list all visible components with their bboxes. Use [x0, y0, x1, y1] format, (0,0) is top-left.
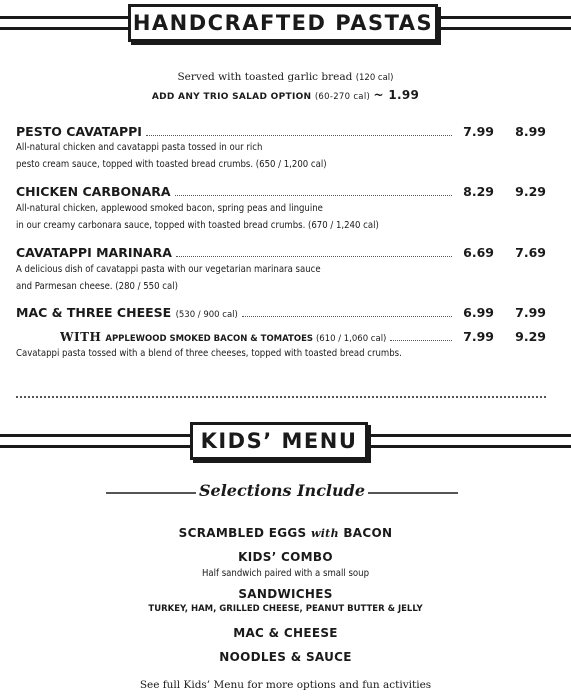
ornament-line [368, 492, 458, 494]
dot-leader [390, 340, 452, 341]
description-line: All-natural chicken, applewood smoked bacon, spring peas and linguine [16, 203, 323, 214]
price-small: 6.69 [463, 245, 494, 260]
item-description [16, 139, 536, 173]
kids-item-noodles: NOODLES & SAUCE [219, 650, 352, 664]
description-line: and Parmesan cheese. (280 / 550 cal) [16, 281, 178, 292]
kids-menu-footer-note: See full Kids’ Menu for more options and fun activities [139, 679, 432, 691]
menu-item-with-bacon-option [16, 328, 546, 344]
dot-leader [175, 195, 452, 196]
description-line: Cavatappi pasta tossed with a blend of three cheeses, topped with toasted bread crumbs. [16, 348, 402, 359]
price-small: 8.29 [463, 184, 494, 199]
ornament-line [106, 492, 196, 494]
served-text: Served with toasted garlic bread [177, 71, 353, 83]
item-calories: (530 / 900 cal) [175, 310, 238, 320]
kids-heading: KIDS’ MENU [200, 429, 358, 453]
item-description [16, 200, 536, 234]
trio-text: ADD ANY TRIO SALAD OPTION [151, 92, 312, 102]
dot-leader [176, 256, 452, 257]
trio-salad-option [0, 88, 571, 102]
description-line: in our creamy carbonara sauce, topped with toasted bread crumbs. (670 / 1,240 cal) [16, 220, 379, 231]
kids-item-label: SCRAMBLED EGGS [178, 526, 307, 540]
trio-price: ~ 1.99 [373, 88, 420, 102]
price-small: 6.99 [463, 305, 494, 320]
kids-section-banner [0, 422, 571, 462]
served-with-note [0, 71, 571, 83]
menu-item-pesto-cavatappi [16, 123, 546, 139]
pasta-heading: HANDCRAFTED PASTAS [132, 11, 434, 35]
item-name: MAC & THREE CHEESE (530 / 900 cal) [16, 305, 238, 320]
dot-leader [242, 316, 452, 317]
price-small: 7.99 [463, 124, 494, 139]
pasta-section-banner [0, 4, 571, 44]
price-large: 7.99 [515, 305, 546, 320]
pasta-heading-box [128, 4, 438, 42]
description-line: pesto cream sauce, topped with toasted bread crumbs. (650 / 1,200 cal) [16, 159, 327, 170]
kids-item-label: BACON [343, 526, 393, 540]
menu-item-chicken-carbonara [16, 183, 546, 199]
description-line: A delicious dish of cavatappi pasta with our vegetarian marinara sauce [16, 264, 321, 275]
selections-title: Selections Include [198, 481, 366, 500]
item-description [16, 345, 536, 362]
kids-item-scrambled-eggs [0, 526, 571, 540]
option-calories: (610 / 1,060 cal) [315, 334, 387, 344]
dot-leader [146, 135, 452, 136]
description-line: All-natural chicken and cavatappi pasta tossed in our rich [16, 142, 263, 153]
kids-item-sandwiches: SANDWICHES [238, 587, 333, 601]
kids-combo-description: Half sandwich paired with a small soup [201, 568, 370, 579]
menu-item-cavatappi-marinara [16, 244, 546, 260]
kids-sandwiches-description: TURKEY, HAM, GRILLED CHEESE, PEANUT BUTTER & JELLY [148, 604, 423, 614]
item-name: CAVATAPPI MARINARA [16, 245, 172, 260]
with-word: WITH [60, 330, 102, 344]
kids-item-mac-cheese: MAC & CHEESE [233, 626, 338, 640]
with-option-text: APPLEWOOD SMOKED BACON & TOMATOES (610 / 1,060 cal) [105, 334, 387, 344]
menu-item-mac-three-cheese [16, 304, 546, 320]
trio-calories: (60-270 cal) [314, 92, 371, 102]
section-divider [16, 396, 546, 398]
price-large: 9.29 [515, 184, 546, 199]
kids-item-combo: KIDS’ COMBO [238, 550, 333, 564]
selections-include-header [0, 483, 571, 503]
price-large: 9.29 [515, 329, 546, 344]
price-small: 7.99 [463, 329, 494, 344]
item-description [16, 261, 536, 295]
item-name: PESTO CAVATAPPI [16, 124, 142, 139]
price-large: 8.99 [515, 124, 546, 139]
with-word: with [310, 527, 339, 540]
item-name: CHICKEN CARBONARA [16, 184, 171, 199]
price-large: 7.69 [515, 245, 546, 260]
served-calories: (120 cal) [355, 73, 394, 83]
kids-heading-box [190, 422, 368, 460]
